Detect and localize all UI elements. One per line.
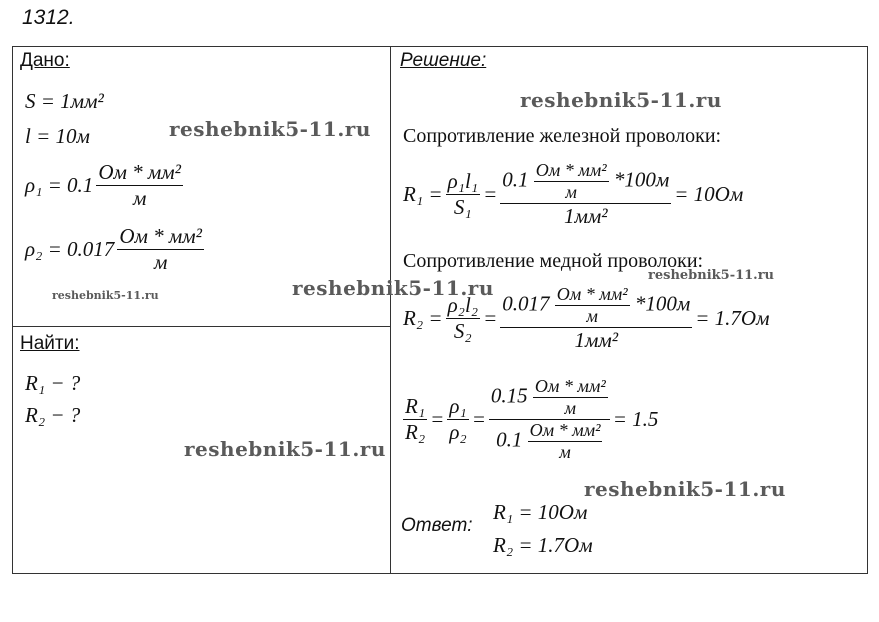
- given-area: S = 1мм²: [25, 89, 104, 113]
- watermark: reshebnik5-11.ru: [648, 268, 775, 283]
- eq3-bot-inner-num: Ом * мм²: [529, 420, 601, 440]
- problem-number: 1312.: [22, 6, 75, 29]
- eq3-result: = 1.5: [612, 407, 659, 431]
- rho2-denominator: м: [153, 250, 168, 274]
- eq2-big-numerator: [500, 284, 692, 328]
- eq2-result: = 1.7Ом: [695, 306, 770, 330]
- rho1-numerator: Ом * мм²: [98, 160, 181, 184]
- eq2-formula-fraction: [446, 293, 481, 344]
- eq1-formula-num: ρ₁l₁: [447, 169, 479, 193]
- rho1-left: ρ₁ = 0.1: [25, 173, 94, 197]
- eq3-bot-inner: [528, 420, 603, 463]
- eq1-coef: 0.1: [502, 167, 529, 192]
- eq1-big-denominator: 1мм²: [563, 204, 608, 228]
- watermark: reshebnik5-11.ru: [584, 477, 786, 501]
- eq1-mid: =: [483, 182, 498, 206]
- eq1-big-fraction: [500, 160, 671, 229]
- eq3-eq-2: =: [471, 407, 486, 431]
- rho2-fraction: [117, 224, 204, 275]
- eq3-top-inner-num: Ом * мм²: [534, 376, 606, 396]
- eq2-formula-num: ρ₂l₂: [447, 293, 479, 317]
- eq3-bot-coef: 0.1: [496, 427, 523, 452]
- eq3-big-fraction: [489, 376, 610, 463]
- eq3-top-inner-den: м: [564, 398, 577, 418]
- eq2-big-denominator: 1мм²: [574, 328, 619, 352]
- eq2-coef: 0.017: [502, 291, 550, 316]
- eq3-top-coef: 0.15: [490, 383, 528, 408]
- given-find-divider: [12, 326, 391, 327]
- eq1-formula-den: S₁: [453, 195, 472, 219]
- answer-label: Ответ:: [401, 515, 473, 536]
- answer-r2: R₂ = 1.7Ом: [493, 533, 593, 557]
- eq3-big-denominator: [489, 420, 610, 463]
- given-rho2: [25, 224, 204, 275]
- equation-r1: [403, 160, 743, 229]
- given-rho1: [25, 160, 183, 211]
- eq2-big-fraction: [500, 284, 692, 353]
- eq1-inner-fraction: [534, 160, 609, 203]
- solution-header: Решение:: [400, 50, 487, 71]
- watermark: reshebnik5-11.ru: [520, 88, 722, 112]
- watermark: reshebnik5-11.ru: [169, 117, 371, 141]
- column-divider: [390, 46, 391, 574]
- eq3-bot-inner-den: м: [559, 442, 571, 462]
- eq2-inner-den: м: [586, 306, 598, 326]
- text-iron-resistance: Сопротивление железной проволоки:: [403, 125, 722, 147]
- rho1-denominator: м: [132, 186, 147, 210]
- eq1-big-numerator: [500, 160, 671, 204]
- eq2-mid: =: [483, 306, 498, 330]
- text-copper-resistance: Сопротивление медной проволоки:: [403, 250, 704, 272]
- eq3-rho-num: ρ₁: [449, 394, 467, 418]
- eq1-inner-num: Ом * мм²: [535, 160, 607, 180]
- given-header: Дано:: [20, 50, 70, 71]
- equation-ratio: [403, 376, 658, 463]
- eq2-inner-num: Ом * мм²: [556, 284, 628, 304]
- eq1-inner-den: м: [565, 182, 577, 202]
- given-length: l = 10м: [25, 124, 90, 148]
- rho2-left: ρ₂ = 0.017: [25, 237, 115, 261]
- eq3-big-numerator: [489, 376, 610, 420]
- eq1-lhs: R₁ =: [403, 182, 443, 206]
- find-r2: R₂ − ?: [25, 403, 81, 427]
- eq1-tail: *100м: [613, 167, 670, 192]
- eq2-lhs: R₂ =: [403, 306, 443, 330]
- eq1-result: = 10Ом: [674, 182, 744, 206]
- eq2-inner-fraction: [555, 284, 630, 327]
- eq3-lhs-num: R₁: [405, 394, 426, 418]
- eq3-top-inner: [533, 376, 608, 419]
- watermark: reshebnik5-11.ru: [292, 276, 494, 300]
- watermark: reshebnik5-11.ru: [184, 437, 386, 461]
- find-header: Найти:: [20, 333, 80, 354]
- eq3-eq-1: =: [430, 407, 445, 431]
- rho1-fraction: [96, 160, 183, 211]
- rho2-numerator: Ом * мм²: [119, 224, 202, 248]
- find-r1: R₁ − ?: [25, 371, 81, 395]
- watermark: reshebnik5-11.ru: [52, 289, 159, 302]
- eq3-rho-den: ρ₂: [449, 420, 467, 444]
- eq2-formula-den: S₂: [453, 319, 472, 343]
- eq1-formula-fraction: [446, 169, 481, 220]
- eq3-lhs-fraction: [403, 394, 427, 445]
- eq3-lhs-den: R₂: [405, 420, 426, 444]
- eq2-tail: *100м: [634, 291, 691, 316]
- answer-r1: R₁ = 10Ом: [493, 500, 588, 524]
- eq3-rho-fraction: [447, 394, 468, 445]
